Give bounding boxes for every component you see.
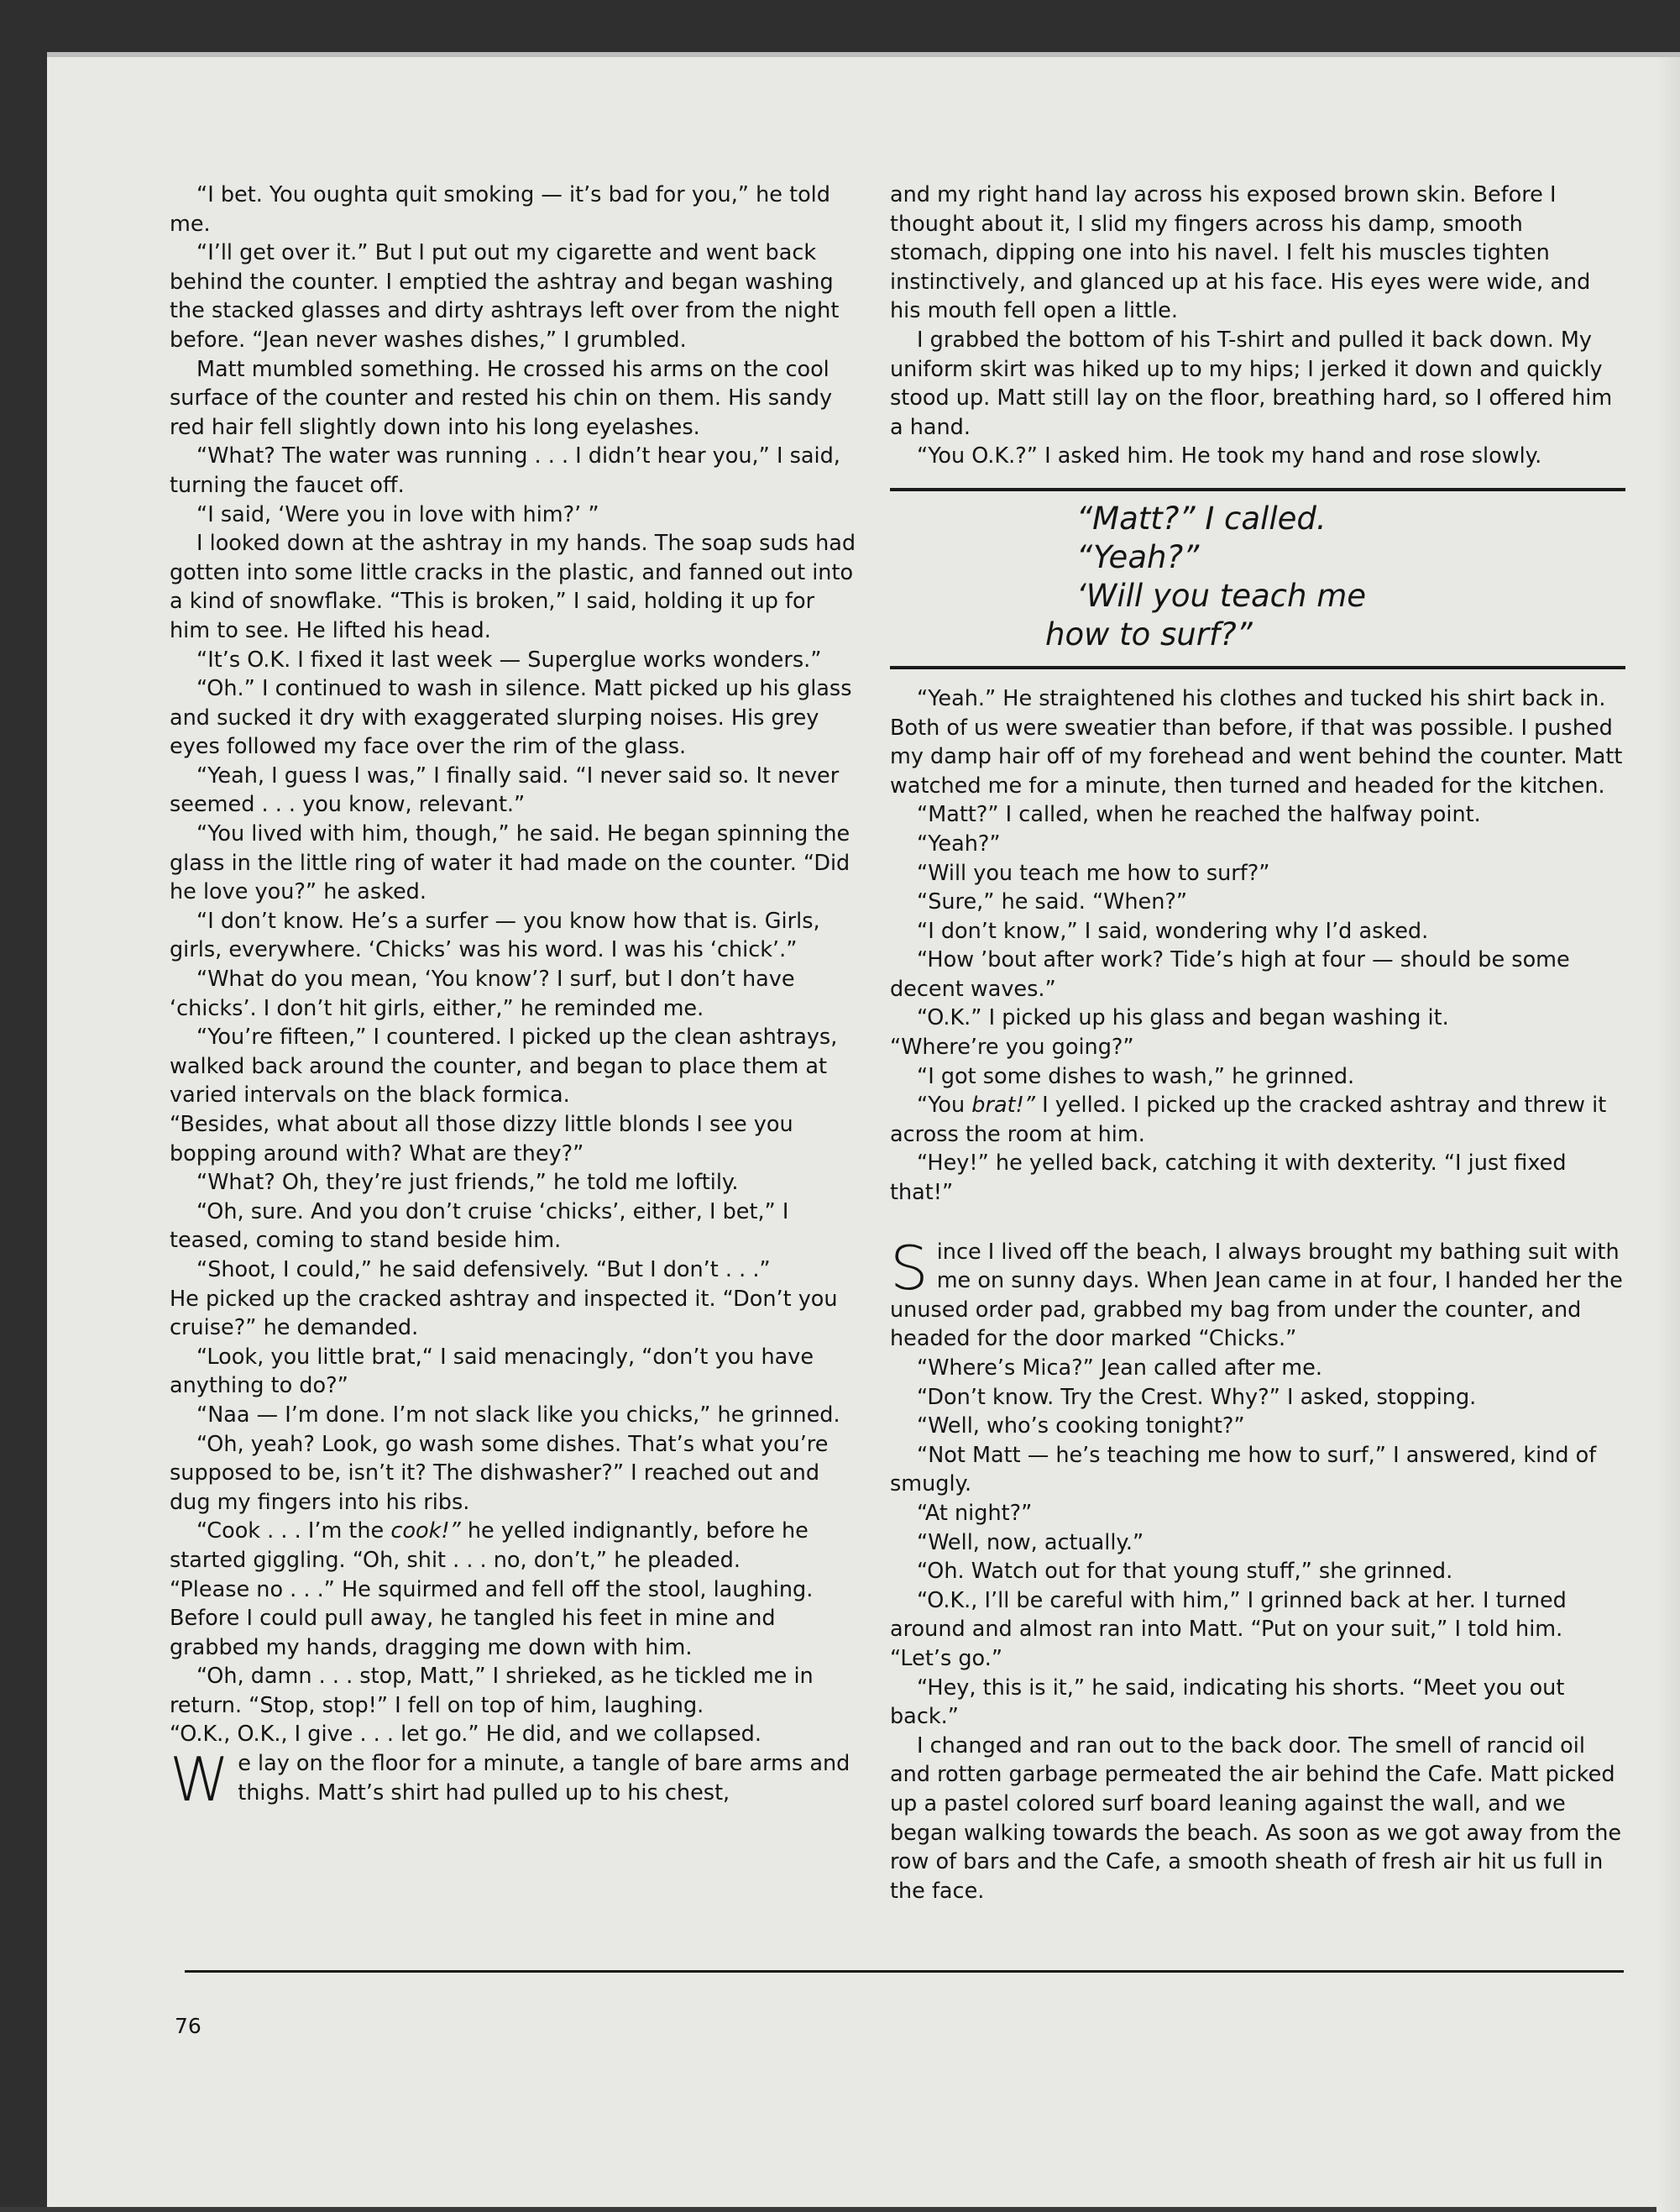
paragraph: “Hey, this is it,” he said, indicating his shorts. “Meet you out back.” [890, 1675, 1565, 1730]
paragraph: “Not Matt — he’s teaching me how to surf,” I answered, kind of smugly. [890, 1442, 1597, 1497]
paragraph: “Yeah, I guess I was,” I finally said. “I never said so. It never seemed . . . you know, relevant.” [170, 763, 840, 818]
pull-quote-line: “Matt?” I called. [1076, 500, 1327, 537]
paragraph: “Oh, sure. And you don’t cruise ‘chicks’, either, I bet,” I teased, coming to stand beside him. [170, 1198, 789, 1254]
paragraph: “Oh.” I continued to wash in silence. Matt picked up his glass and sucked it dry with exaggerated slurping noises. His grey eyes followed my face over the rim of the glass. [170, 676, 852, 760]
paragraph: and my right hand lay across his exposed brown skin. Before I thought about it, I slid my fingers across his damp, smooth stomach, dipping one into his navel. I felt his muscles tighten instinctively, and glanced up at his face. His eyes were wide, and his mouth fell open a little. [890, 182, 1591, 324]
pull-quote-bottom-rule [890, 666, 1625, 669]
text-run: I yelled. I picked up the cracked ashtray and threw it across the room at him. [890, 1093, 1607, 1147]
paragraph: “Yeah.” He straightened his clothes and tucked his shirt back in. Both of us were sweatier than before, if that was possible. I pushed my damp hair off of my forehead and went behind the counter. Matt watched me for a minute, then turned and headed for the kitchen. [890, 685, 1623, 799]
pull-quote-line: ‘Will you teach me [1076, 577, 1366, 614]
paragraph: “Oh. Watch out for that young stuff,” she grinned. [917, 1559, 1453, 1585]
paragraph: “I said, ‘Were you in love with him?’ ” [196, 501, 599, 527]
paragraph: “Where’s Mica?” Jean called after me. [917, 1355, 1322, 1381]
paragraph: “Yeah?” [917, 831, 1001, 857]
paragraph: “What? The water was running . . . I didn’t hear you,” I said, turning the faucet off. [170, 443, 840, 498]
paragraph: “Oh, yeah? Look, go wash some dishes. That’s what you’re supposed to be, isn’t it? The dishwasher?” I reached out and dug my fingers into his ribs. [170, 1431, 829, 1515]
paragraph: “How ’bout after work? Tide’s high at four — should be some decent waves.” [890, 947, 1570, 1002]
paragraph: “Sure,” he said. “When?” [917, 889, 1188, 915]
page-edge [1656, 57, 1680, 2212]
paragraph: “I don’t know. He’s a surfer — you know how that is. Girls, girls, everywhere. ‘Chicks’ was his word. I was his ‘chick’.” [170, 908, 820, 963]
paragraph: “You lived with him, though,” he said. He began spinning the glass in the little ring of water it had made on the counter. “Did he love you?” he asked. [170, 821, 850, 905]
text-run: “You [917, 1093, 972, 1119]
paragraph: Matt mumbled something. He crossed his arms on the cool surface of the counter and rested his chin on them. His sandy red hair fell slightly down into his long eyelashes. [170, 356, 833, 440]
paragraph: “I bet. You oughta quit smoking — it’s bad for you,” he told me. [170, 182, 830, 237]
paragraph: “You’re fifteen,” I countered. I picked up the clean ashtrays, walked back around the counter, and began to place them at varied intervals on the black formica. [170, 1025, 838, 1109]
dropcap-paragraph [890, 1232, 1625, 1354]
paragraph: “Well, who’s cooking tonight?” [917, 1413, 1245, 1439]
paragraph: “Will you teach me how to surf?” [917, 860, 1270, 886]
text-run: ince I lived off the beach, I always brought my bathing suit with me on sunny days. When Jean came in at four, I handed her the unused order pad, grabbed my bag from under the counter, and headed for the door marked “Chicks.” [890, 1239, 1623, 1352]
paragraph: “Well, now, actually.” [917, 1529, 1144, 1555]
paragraph: “Matt?” I called, when he reached the halfway point. [917, 802, 1481, 828]
paragraph: “I’ll get over it.” But I put out my cigarette and went back behind the counter. I emptied the ashtray and began washing the stacked glasses and dirty ashtrays left over from the night before. “Jean never washes dishes,” I grumbled. [170, 240, 840, 353]
paragraph: “Oh, damn . . . stop, Matt,” I shrieked, as he tickled me in return. “Stop, stop!” I fell on top of him, laughing. [170, 1664, 814, 1718]
drop-cap: W [170, 1744, 230, 1816]
paragraph: “What do you mean, ‘You know’? I surf, but I don’t have ‘chicks’. I don’t hit girls, either,” he reminded me. [170, 967, 795, 1021]
paragraph: “You O.K.?” I asked him. He took my hand and rose slowly. [917, 443, 1542, 469]
text-run: e lay on the floor for a minute, a tangle of bare arms and thighs. Matt’s shirt had pulled up to his chest, [238, 1751, 850, 1806]
paragraph: “I got some dishes to wash,” he grinned. [917, 1063, 1355, 1089]
drop-cap: S [890, 1232, 929, 1303]
pull-quote-line: how to surf?” [1045, 616, 1253, 653]
pull-quote [890, 491, 1625, 666]
right-column [890, 181, 1625, 1905]
paragraph: “Look, you little brat,“ I said menacingly, “don’t you have anything to do?” [170, 1344, 814, 1399]
paragraph: “What? Oh, they’re just friends,” he told me loftily. [196, 1170, 739, 1196]
paragraph: “O.K., O.K., I give . . . let go.” He did, and we collapsed. [170, 1722, 761, 1748]
paragraph: “Besides, what about all those dizzy little blonds I see you bopping around with? What are they?” [170, 1112, 793, 1166]
paragraph: “Naa — I’m done. I’m not slack like you chicks,” he grinned. [196, 1402, 840, 1428]
paragraph: I grabbed the bottom of his T-shirt and pulled it back down. My uniform skirt was hiked up to my hips; I jerked it down and quickly stood up. Matt still lay on the floor, breathing hard, so I offered him a hand. [890, 327, 1613, 440]
paragraph: “O.K.” I picked up his glass and began washing it. [917, 1005, 1449, 1031]
paragraph: “Shoot, I could,” he said defensively. “But I don’t . . .” [196, 1256, 771, 1282]
paragraph: I changed and ran out to the back door. The smell of rancid oil and rotten garbage permeated the air behind the Cafe. Matt picked up a pastel colored surf board leaning against the wall, and we began walking towards the beach. As soon as we got away from the row of bars and the Cafe, a smooth sheath of fresh air hit us full in the face. [890, 1732, 1622, 1904]
left-column [170, 181, 860, 1816]
paragraph: “I don’t know,” I said, wondering why I’d asked. [917, 918, 1429, 944]
text-run: “Cook . . . I’m the [196, 1518, 391, 1544]
paragraph: “It’s O.K. I fixed it last week — Superglue works wonders.” [196, 647, 822, 673]
italic-text: brat!” [971, 1093, 1036, 1119]
footer-rule [185, 1970, 1624, 1973]
paragraph: “At night?” [917, 1500, 1033, 1526]
paragraph: He picked up the cracked ashtray and inspected it. “Don’t you cruise?” he demanded. [170, 1286, 838, 1341]
paragraph: “Where’re you going?” [890, 1035, 1134, 1061]
paragraph: I looked down at the ashtray in my hands. The soap suds had gotten into some little cracks in the plastic, and fanned out into a kind of snowflake. “This is broken,” I said, holding it up for him to see. He lifted his head. [170, 531, 856, 643]
section-break [890, 1208, 1625, 1238]
text-run: he yelled indignantly, before he started giggling. “Oh, shit . . . no, don’t,” he pleaded. [170, 1518, 809, 1573]
italic-text: cook!” [390, 1518, 461, 1544]
paragraph: “Don’t know. Try the Crest. Why?” I asked, stopping. [917, 1384, 1477, 1410]
paragraph [170, 1517, 860, 1575]
page-number: 76 [175, 2014, 201, 2038]
paragraph: “Hey!” he yelled back, catching it with dexterity. “I just fixed that!” [890, 1151, 1567, 1206]
dropcap-paragraph [170, 1744, 860, 1816]
paragraph: “O.K., I’ll be careful with him,” I grinned back at her. I turned around and almost ran into Matt. “Put on your suit,” I told him. “Let’s go.” [890, 1587, 1567, 1671]
pull-quote-line: “Yeah?” [1076, 538, 1200, 575]
paragraph [890, 1091, 1625, 1149]
paragraph: “Please no . . .” He squirmed and fell off the stool, laughing. Before I could pull away, he tangled his feet in mine and grabbed my hands, dragging me down with him. [170, 1576, 814, 1660]
